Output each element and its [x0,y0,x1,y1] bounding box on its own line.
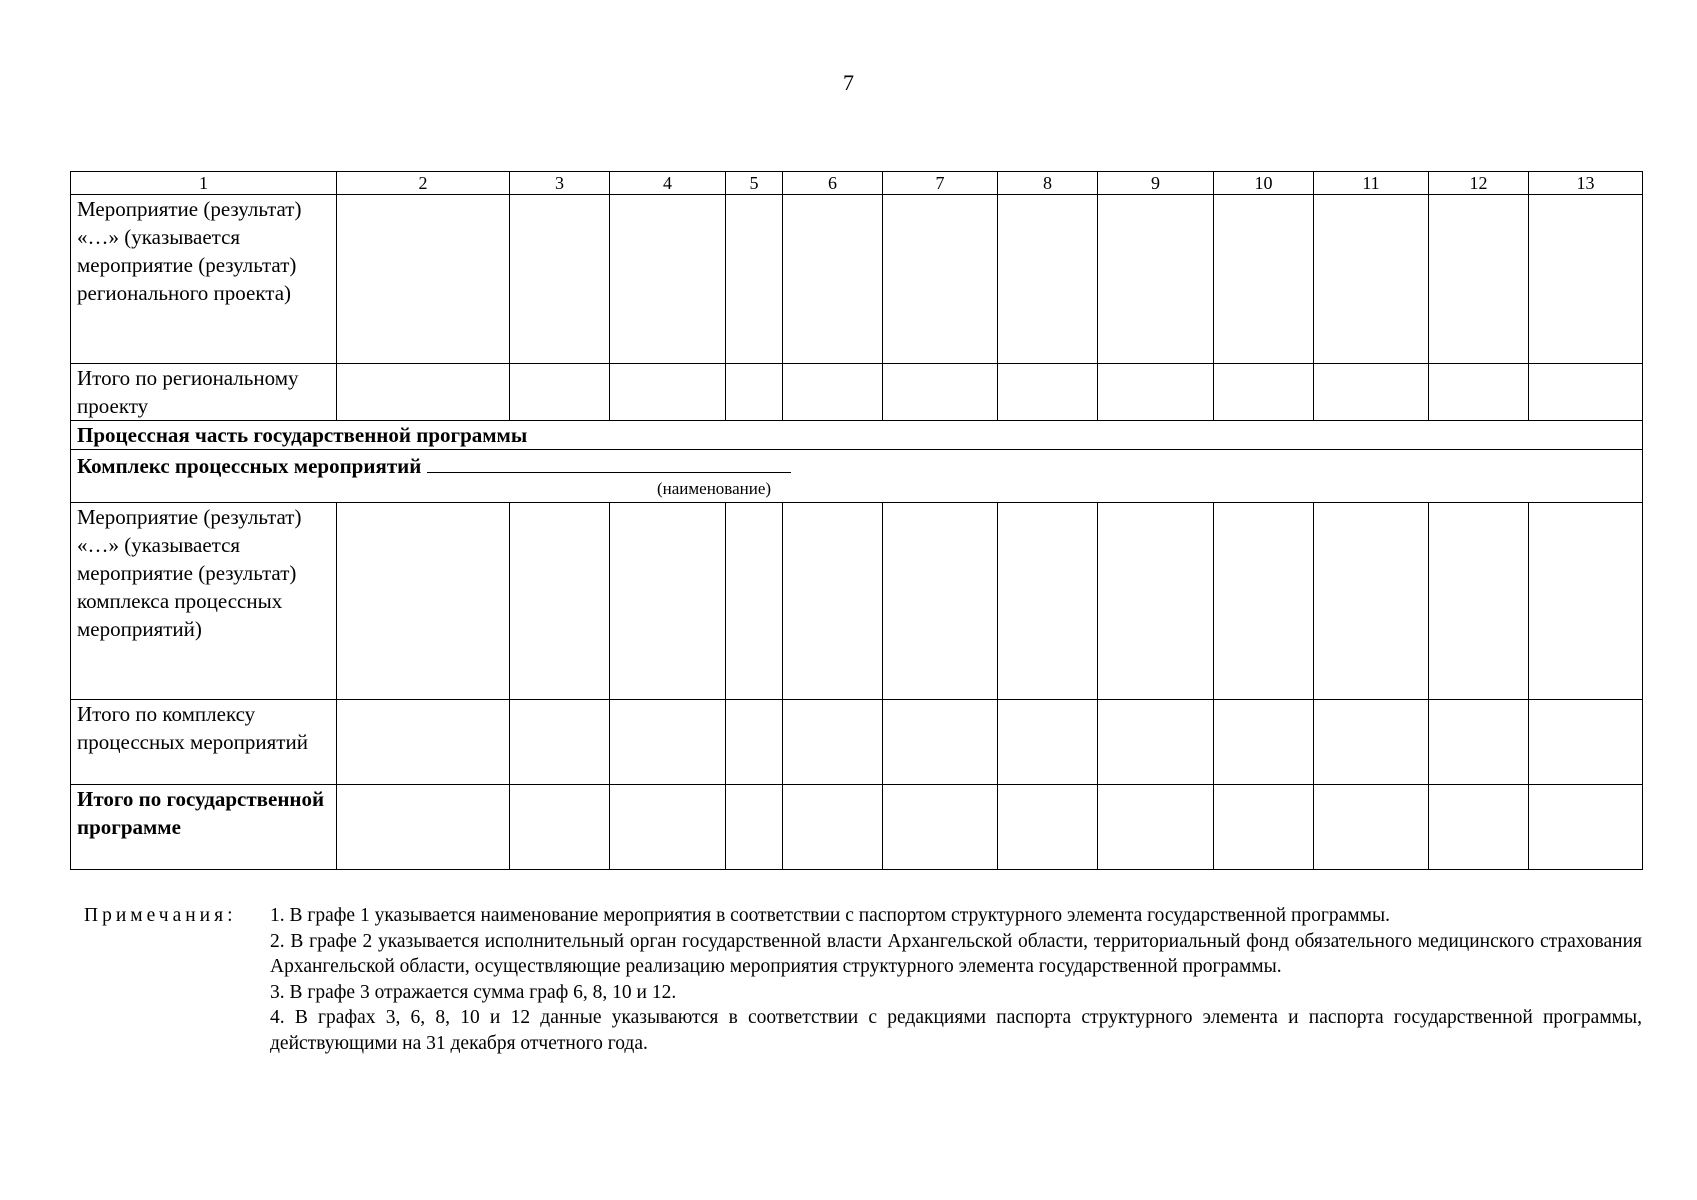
table-row-total-regional [71,364,1643,421]
empty-cell [610,503,726,700]
empty-cell [1098,785,1214,870]
empty-cell [783,195,883,364]
empty-cell [337,785,510,870]
note-item: 1. В графе 1 указывается наименование мероприятия в соответствии с паспортом структурного элемента государственной программы. [270,905,1390,926]
section-heading-process-part: Процессная часть государственной программы [71,421,1643,450]
empty-cell [998,503,1098,700]
empty-cell [883,503,998,700]
empty-cell [510,785,610,870]
empty-cell [1529,503,1643,700]
empty-cell [337,195,510,364]
empty-cell [1529,195,1643,364]
empty-cell [1529,700,1643,785]
empty-cell [998,364,1098,421]
notes-label: Примечания: [84,905,237,926]
table-row-event-regional [71,195,1643,364]
column-number: 11 [1314,172,1429,195]
note-item: 3. В графе 3 отражается сумма граф 6, 8, 10 и 12. [270,981,677,1003]
empty-cell [1314,195,1429,364]
row-label-event-regional: Мероприятие (результат) «…» (указывается мероприятие (результат) регионального проекта) [71,195,337,364]
empty-cell [610,364,726,421]
page-number: 7 [843,70,854,95]
empty-cell [1098,364,1214,421]
empty-cell [726,195,783,364]
name-caption: (наименование) [657,479,772,498]
table-row-complex [71,450,1643,503]
empty-cell [1314,364,1429,421]
note-item: 4. В графах 3, 6, 8, 10 и 12 данные указываются в соответствии с редакциями паспорта структурного элемента и паспорта государственной программы, действующими на 31 декабря отчетного года. [270,1007,1642,1054]
column-number: 5 [726,172,783,195]
empty-cell [783,503,883,700]
column-number: 12 [1429,172,1529,195]
empty-cell [1214,364,1314,421]
main-table [70,171,1643,870]
empty-cell [510,364,610,421]
empty-cell [610,195,726,364]
empty-cell [1429,785,1529,870]
empty-cell [610,785,726,870]
column-number: 3 [510,172,610,195]
notes-body [270,903,1642,1056]
empty-cell [1098,700,1214,785]
empty-cell [337,364,510,421]
table-row-total-program [71,785,1643,870]
row-label-total-program: Итого по государственной программе [71,785,337,870]
empty-cell [726,785,783,870]
empty-cell [1314,503,1429,700]
empty-cell [610,700,726,785]
empty-cell [1429,700,1529,785]
column-number: 7 [883,172,998,195]
row-label-event-complex: Мероприятие (результат) «…» (указывается мероприятие (результат) комплекса процессных мероприятий) [71,503,337,700]
empty-cell [883,700,998,785]
empty-cell [1214,503,1314,700]
empty-cell [1314,785,1429,870]
empty-cell [998,785,1098,870]
empty-cell [1098,503,1214,700]
row-label-total-regional: Итого по региональному проекту [71,364,337,421]
note-item: 2. В графе 2 указывается исполнительный орган государственной власти Архангельской области, территориальный фонд обязательного медицинского страхования Архангельской области, осуществляющие реализацию мероприятия структурного элемента государственной программы. [270,930,1642,977]
empty-cell [883,364,998,421]
column-number: 8 [998,172,1098,195]
empty-cell [883,195,998,364]
empty-cell [998,195,1098,364]
empty-cell [726,364,783,421]
complex-heading [77,450,791,480]
empty-cell [337,503,510,700]
column-number: 1 [71,172,337,195]
empty-cell [1214,195,1314,364]
empty-cell [1098,195,1214,364]
complex-label: Комплекс процессных мероприятий [77,454,422,478]
empty-cell [1429,364,1529,421]
empty-cell [1529,364,1643,421]
column-number: 9 [1098,172,1214,195]
empty-cell [726,700,783,785]
column-number: 4 [610,172,726,195]
empty-cell [1429,503,1529,700]
empty-cell [726,503,783,700]
empty-cell [1429,195,1529,364]
complex-heading-cell [71,450,1643,503]
empty-cell [883,785,998,870]
empty-cell [510,195,610,364]
column-number: 10 [1214,172,1314,195]
column-number: 2 [337,172,510,195]
empty-cell [998,700,1098,785]
empty-cell [1314,700,1429,785]
column-number: 6 [783,172,883,195]
empty-cell [1214,700,1314,785]
table-row-process-part [71,421,1643,450]
column-number: 13 [1529,172,1643,195]
empty-cell [510,503,610,700]
row-label-total-complex: Итого по комплексу процессных мероприятий [71,700,337,785]
empty-cell [783,700,883,785]
column-number-row [71,172,1643,195]
table-row-total-complex [71,700,1643,785]
empty-cell [337,700,510,785]
name-blank-line [427,450,791,473]
table-row-event-complex [71,503,1643,700]
empty-cell [510,700,610,785]
empty-cell [1529,785,1643,870]
empty-cell [1214,785,1314,870]
empty-cell [783,785,883,870]
empty-cell [783,364,883,421]
